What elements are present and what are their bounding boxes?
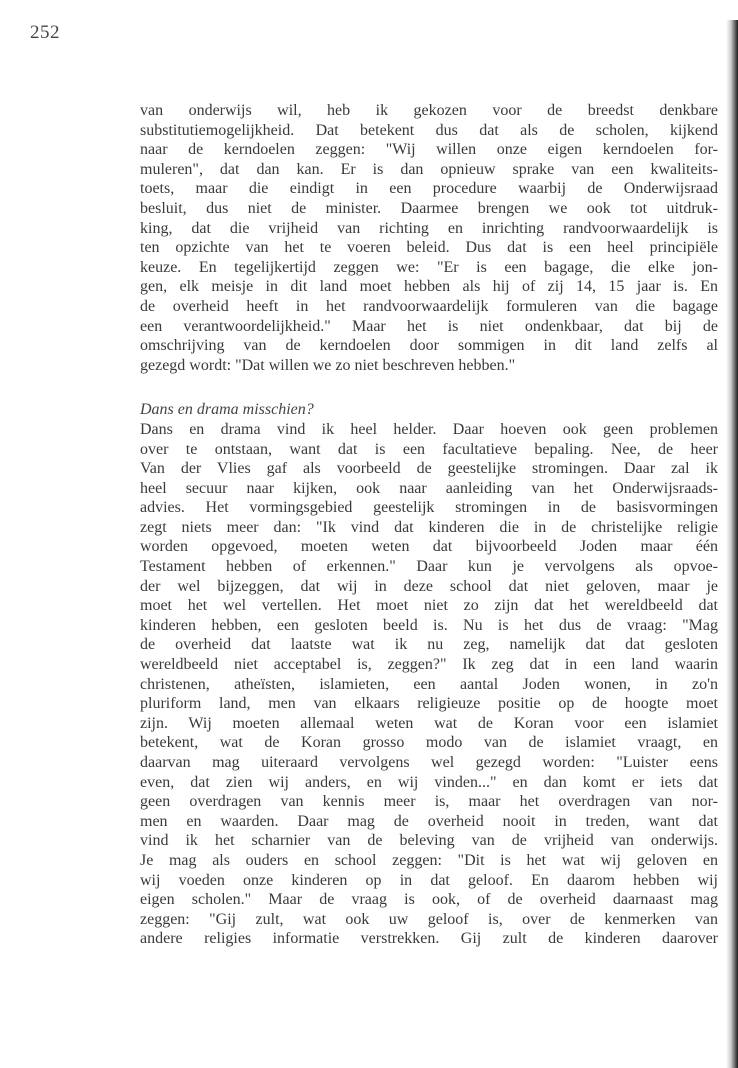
- text-line: christenen, atheïsten, islamieten, een aantal Joden wonen, in zo'n: [140, 675, 718, 693]
- text-line: de overheid dat laatste wat ik nu zeg, namelijk dat dat gesloten: [140, 636, 718, 654]
- text-line: vind ik het scharnier van de beleving van de vrijheid van onderwijs.: [140, 832, 718, 850]
- text-line: keuze. En tegelijkertijd zeggen we: "Er is een bagage, die elke jon-: [140, 258, 718, 276]
- text-line: substitutiemogelijkheid. Dat betekent dus dat als de scholen, kijkend: [140, 121, 718, 139]
- text-line: muleren", dat dan kan. Er is dan opnieuw sprake van een kwaliteits-: [140, 160, 718, 178]
- text-line: ten opzichte van het te voeren beleid. Dus dat is een heel principiële: [140, 239, 718, 257]
- text-line: king, dat die vrijheid van richting en inrichting randvoorwaardelijk is: [140, 219, 718, 237]
- text-line: gen, elk meisje in dit land moet hebben als hij of zij 14, 15 jaar is. En: [140, 278, 718, 296]
- text-line: Testament hebben of erkennen." Daar kun je vervolgens als opvoe-: [140, 558, 718, 576]
- text-line: kinderen hebben, een gesloten beeld is. Nu is het dus de vraag: "Mag: [140, 616, 718, 634]
- section-heading: Dans en drama misschien?: [140, 401, 314, 419]
- text-line: over te ontstaan, want dat is een facultatieve bepaling. Nee, de heer: [140, 440, 718, 458]
- text-line: besluit, dus niet de minister. Daarmee brengen we ook tot uitdruk-: [140, 199, 718, 217]
- page-edge-shadow: [726, 0, 738, 1068]
- text-line: wereldbeeld niet acceptabel is, zeggen?" Ik zeg dat in een land waarin: [140, 656, 718, 674]
- paragraph-gap: [140, 375, 718, 400]
- text-line: toets, maar die eindigt in een procedure waarbij de Onderwijsraad: [140, 180, 718, 198]
- page-number: 252: [30, 22, 60, 43]
- text-line: Dans en drama vind ik heel helder. Daar hoeven ook geen problemen: [140, 420, 718, 438]
- text-line: der wel bijzeggen, dat wij in deze school dat niet geloven, maar je: [140, 577, 718, 595]
- text-line: een verantwoordelijkheid." Maar het is niet ondenkbaar, dat bij de: [140, 317, 718, 335]
- text-line: zegt niets meer dan: "Ik vind dat kinderen die in de christelijke religie: [140, 518, 718, 536]
- text-line: daarvan mag uiteraard vervolgens wel gezegd worden: "Luister eens: [140, 754, 718, 771]
- text-line: zijn. Wij moeten allemaal weten wat de Koran voor een islamiet: [140, 714, 718, 732]
- text-line: advies. Het vormingsgebied geestelijk stromingen in de basisvormingen: [140, 499, 718, 517]
- text-line: omschrijving van de kerndoelen door sommigen in dit land zelfs al: [140, 337, 718, 355]
- paragraph-2: [140, 420, 718, 949]
- text-line: andere religies informatie verstrekken. Gij zult de kinderen daarover: [140, 930, 718, 948]
- text-line: heel secuur naar kijken, ook naar aanleiding van het Onderwijsraads-: [140, 479, 718, 497]
- text-line: wij voeden onze kinderen op in dat geloof. En daarom hebben wij: [140, 871, 718, 889]
- text-line: geen overdragen van kennis meer is, maar het overdragen van nor-: [140, 793, 718, 811]
- text-line: even, dat zien wij anders, en wij vinden..." en dan komt er iets dat: [140, 773, 718, 791]
- paragraph-1: [140, 101, 718, 375]
- text-line: naar de kerndoelen zeggen: "Wij willen onze eigen kerndoelen for-: [140, 141, 718, 159]
- text-line: de overheid heeft in het randvoorwaardelijk formuleren van die bagage: [140, 297, 718, 315]
- text-line: men en waarden. Daar mag de overheid nooit in treden, want dat: [140, 812, 718, 830]
- text-line: gezegd wordt: "Dat willen we zo niet beschreven hebben.": [140, 356, 516, 374]
- text-line: van onderwijs wil, heb ik gekozen voor de breedst denkbare: [140, 102, 718, 119]
- text-line: moet het wel vertellen. Het moet niet zo zijn dat het wereldbeeld dat: [140, 597, 718, 615]
- text-line: worden opgevoed, moeten weten dat bijvoorbeeld Joden maar één: [140, 538, 718, 556]
- text-line: pluriform land, men van elkaars religieuze positie op de hoogte moet: [140, 695, 718, 713]
- text-line: betekent, wat de Koran grosso modo van de islamiet vraagt, en: [140, 734, 718, 752]
- text-line: zeggen: "Gij zult, wat ook uw geloof is, over de kenmerken van: [140, 910, 718, 928]
- body-text: [140, 101, 718, 949]
- text-line: eigen scholen." Maar de vraag is ook, of de overheid daarnaast mag: [140, 891, 718, 909]
- text-line: Je mag als ouders en school zeggen: "Dit is het wat wij geloven en: [140, 851, 718, 869]
- text-line: Van der Vlies gaf als voorbeeld de geestelijke stromingen. Daar zal ik: [140, 460, 718, 478]
- page-edge-top: [726, 0, 738, 20]
